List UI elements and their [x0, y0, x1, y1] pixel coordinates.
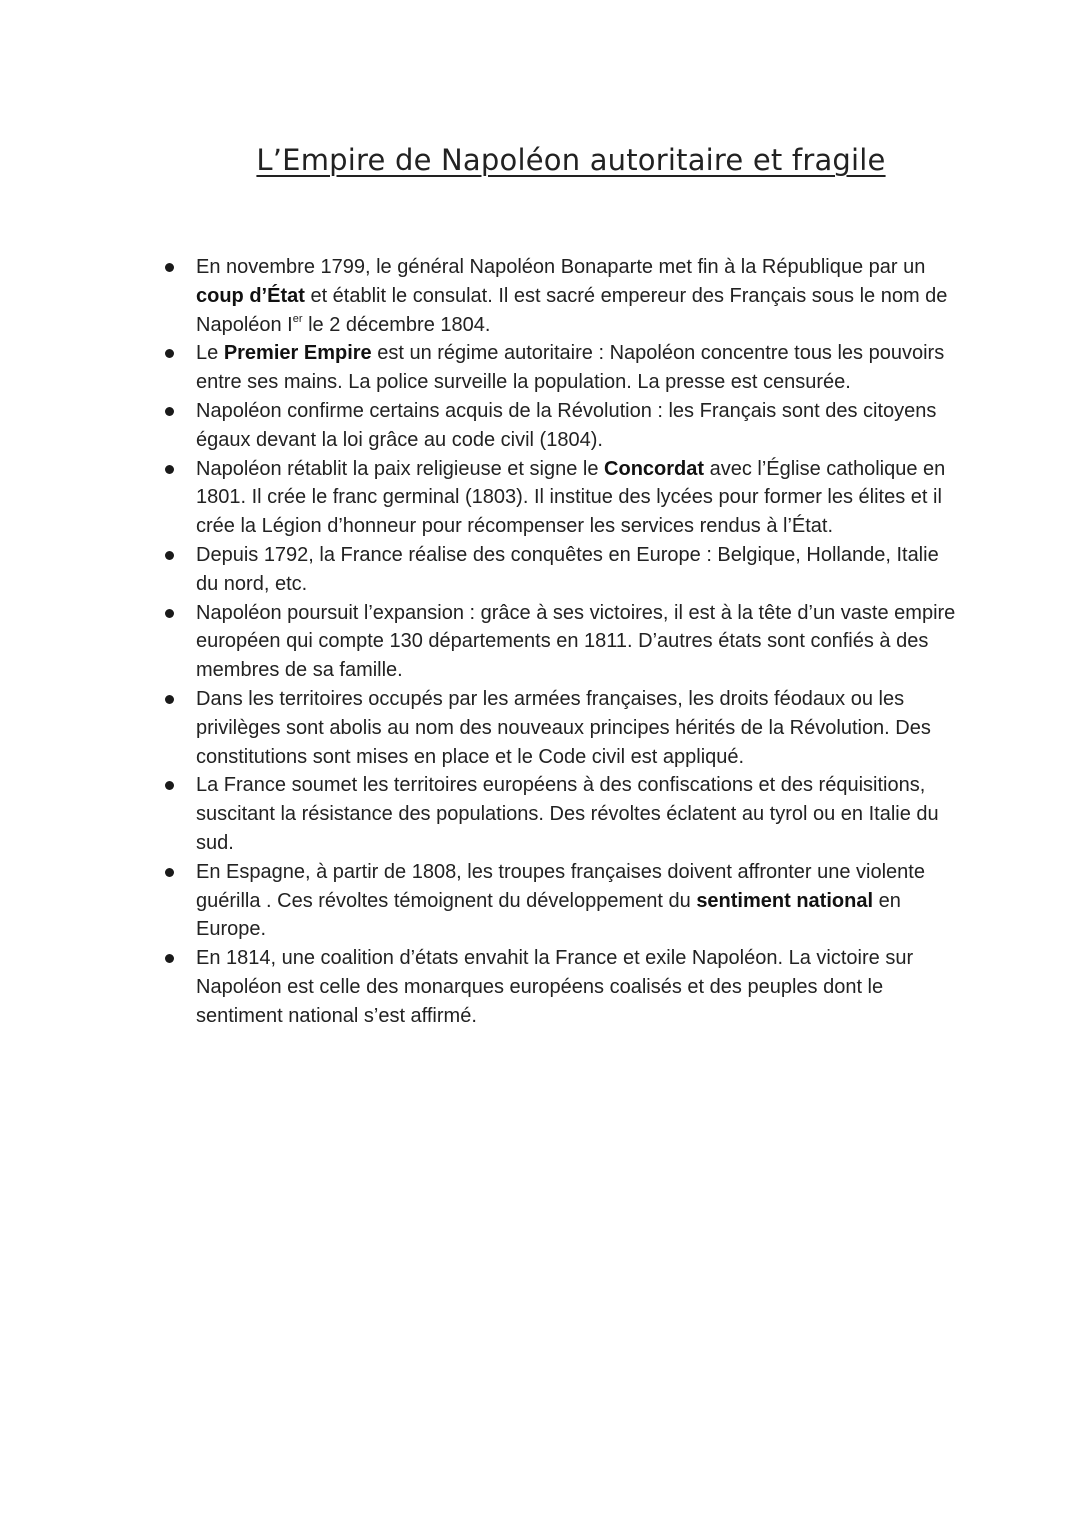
bullet-bold-term: Concordat: [604, 457, 705, 480]
bullet-text: Napoléon poursuit l’expansion : grâce à ses victoires, il est à la tête d’un vaste empire européen qui compte 130 départements en 1811. D’autres états sont confiés à des membres de sa famille.: [196, 601, 956, 682]
page-title-text: L’Empire de Napoléon autoritaire et fragile: [256, 143, 886, 177]
bullet-text: Napoléon confirme certains acquis de la Révolution : les Français sont des citoyens égaux devant la loi grâce au code civil (1804).: [196, 399, 937, 451]
bullet-text: En Espagne, à partir de 1808, les troupes françaises doivent affronter une violente guérilla . Ces révoltes témoignent du développement du: [196, 860, 925, 912]
bullet-text: est un régime autoritaire : Napoléon concentre tous les pouvoirs entre ses mains. La police surveille la population. La presse est censurée.: [196, 342, 945, 394]
bullet-dot-icon: [165, 781, 174, 790]
bullet-dot-icon: [165, 954, 174, 963]
bullet-bold-term: coup d’État: [196, 284, 305, 307]
bullet-dot-icon: [165, 465, 174, 474]
bullet-dot-icon: [165, 263, 174, 272]
bullet-bold-term: Premier Empire: [223, 342, 372, 365]
superscript-text: er: [292, 312, 303, 325]
bullet-text: Napoléon rétablit la paix religieuse et signe le: [196, 457, 605, 480]
bullet-list: [196, 253, 956, 1031]
bullet-text: en Europe.: [196, 889, 901, 941]
bullet-text: avec l’Église catholique en 1801. Il crée le franc germinal (1803). Il institue des lycées pour former les élites et il crée la Légion d’honneur pour récompenser les services rendus à l’État.: [196, 457, 946, 538]
list-item: [196, 397, 956, 455]
list-item: [196, 771, 956, 857]
bullet-text: En novembre 1799, le général Napoléon Bonaparte met fin à la République par un: [196, 256, 926, 278]
list-item: [196, 944, 956, 1030]
list-item: [196, 253, 956, 339]
bullet-text: La France soumet les territoires européens à des confiscations et des réquisitions, suscitant la résistance des populations. Des révoltes éclatent au tyrol ou en Italie du sud.: [196, 774, 939, 854]
bullet-dot-icon: [165, 609, 174, 618]
bullet-dot-icon: [165, 407, 174, 416]
bullet-dot-icon: [165, 551, 174, 560]
page-title: [0, 143, 1080, 177]
bullet-text: Dans les territoires occupés par les armées françaises, les droits féodaux ou les privilèges sont abolis au nom des nouveaux principes hérités de la Révolution. Des constitutions sont mises en place et le Code civil est appliqué.: [196, 687, 931, 768]
bullet-dot-icon: [165, 868, 174, 877]
list-item: [196, 541, 956, 599]
list-item: [196, 339, 956, 397]
list-item: [196, 858, 956, 944]
bullet-dot-icon: [165, 349, 174, 358]
bullet-text: et établit le consulat. Il est sacré empereur des Français sous le nom de Napoléon I: [196, 284, 948, 336]
list-item: [196, 455, 956, 541]
list-item: [196, 599, 956, 685]
bullet-text: le 2 décembre 1804.: [302, 313, 491, 336]
bullet-bold-term: sentiment national: [696, 889, 874, 912]
list-item: [196, 685, 956, 771]
bullet-text: En 1814, une coalition d’états envahit la France et exile Napoléon. La victoire sur Napoléon est celle des monarques européens coalisés et des peuples dont le sentiment national s’est affirmé.: [196, 947, 914, 1027]
bullet-text: Depuis 1792, la France réalise des conquêtes en Europe : Belgique, Hollande, Italie du nord, etc.: [196, 543, 939, 595]
bullet-text: Le: [196, 342, 224, 365]
bullet-dot-icon: [165, 695, 174, 704]
